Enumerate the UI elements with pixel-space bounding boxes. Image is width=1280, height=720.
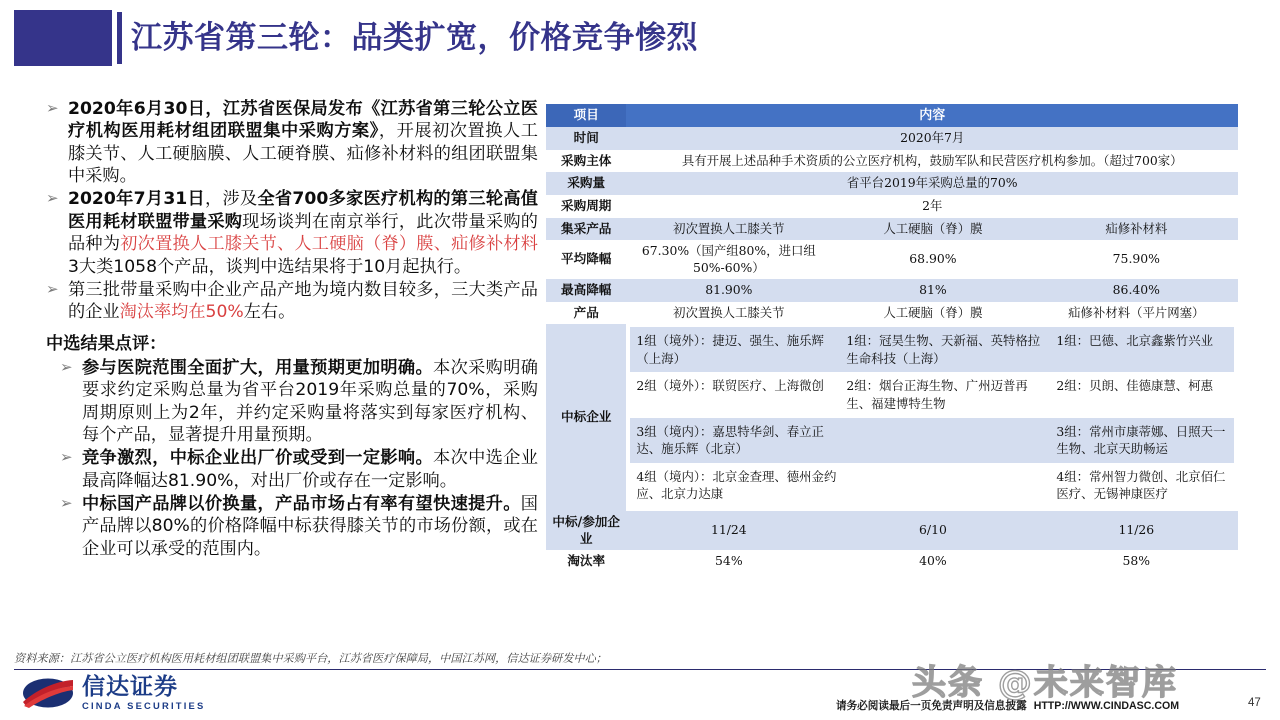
procurement-table [546,104,1238,573]
table-row-product [546,302,1238,325]
table-row-ratio [546,511,1238,550]
procurement-table-wrapper [546,104,1238,573]
row-value-products-knee: 初次置换人工膝关节 [626,218,831,241]
row-value-elim-hernia: 58% [1035,550,1238,573]
row-value-ratio-knee: 11/24 [626,511,831,550]
row-value-product-knee: 初次置换人工膝关节 [626,302,831,325]
winners-g4-hernia: 4组：常州智力微创、北京佰仁医疗、无锡神康医疗 [1050,463,1234,508]
row-value-elim-knee: 54% [626,550,831,573]
winners-subtable-cell [626,324,1238,511]
bullet-text-3: 第三批带量采购中企业产品产地为境内数目较多，三大类产品的企业淘汰率均在50%左右。 [68,279,538,323]
review-item [46,493,538,560]
row-label-product: 产品 [546,302,626,325]
header-content: 内容 [626,104,1238,127]
row-label-max: 最高降幅 [546,279,626,302]
winners-g1-hernia: 1组：巴德、北京鑫紫竹兴业 [1050,327,1234,372]
cinda-logo-icon [22,677,74,709]
cinda-logo-cn: 信达证券 [82,674,178,700]
watermark: 头条 @未来智库 [912,663,1178,703]
row-value-avg-knee: 67.30%（国产组80%，进口组50%-60%） [626,240,831,279]
row-label-time: 时间 [546,127,626,150]
review-text-2: 竞争激烈，中标企业出厂价或受到一定影响。本次中选企业最高降幅达81.90%，对出厂价或存在一定影响。 [82,448,538,491]
page-number: 47 [1248,697,1261,709]
bullet-item [46,279,538,324]
left-text-column [46,98,538,561]
row-value-max-hernia: 86.40% [1035,279,1238,302]
row-value-max-dura: 81% [831,279,1034,302]
winners-g2-knee: 2组（境外）：联贸医疗、上海微创 [630,372,840,417]
winners-g1-knee: 1组（境外）：捷迈、强生、施乐辉（上海） [630,327,840,372]
header-item: 项目 [546,104,626,127]
cinda-logo-text [82,676,205,710]
table-row-volume [546,172,1238,195]
bullet-text-1: 2020年6月30日，江苏省医保局发布《江苏省第三轮公立医疗机构医用耗材组团联盟集中采购方案》，开展初次置换人工膝关节、人工硬脑膜、人工硬脊膜、疝修补材料的组团联盟集中采购。 [68,99,538,187]
table-row-elimination [546,550,1238,573]
row-label-ratio: 中标/参加企业 [546,511,626,550]
row-value-avg-hernia: 75.90% [1035,240,1238,279]
row-value-time: 2020年7月 [626,127,1238,150]
bullet-arrow-icon: ➢ [60,448,73,467]
winners-group-row [630,327,1234,372]
review-item [46,447,538,492]
review-text-3: 中标国产品牌以价换量，产品市场占有率有望快速提升。国产品牌以80%的价格降幅中标获得膝关节的市场份额，或在企业可以承受的范围内。 [82,494,538,559]
cinda-logo [22,676,205,710]
row-value-volume: 省平台2019年采购总量的70% [626,172,1238,195]
title-color-block [14,10,112,66]
row-value-ratio-dura: 6/10 [831,511,1034,550]
winners-group-row [630,463,1234,508]
row-value-product-dura: 人工硬脑（脊）膜 [831,302,1034,325]
bullet-arrow-icon: ➢ [60,494,73,513]
row-value-ratio-hernia: 11/26 [1035,511,1238,550]
row-label-products: 集采产品 [546,218,626,241]
row-value-max-knee: 81.90% [626,279,831,302]
review-item [46,357,538,446]
bullet-arrow-icon: ➢ [46,279,59,298]
bullet-arrow-icon: ➢ [60,357,73,376]
row-label-winners: 中标企业 [546,324,626,511]
row-label-cycle: 采购周期 [546,195,626,218]
disclaimer-line [836,698,1179,713]
row-value-products-dura: 人工硬脑（脊）膜 [831,218,1034,241]
table-row-winners [546,324,1238,511]
winners-g4-knee: 4组（境内）：北京金查理、德州金约应、北京力达康 [630,463,840,508]
row-label-elimination: 淘汰率 [546,550,626,573]
title-vertical-rule [117,12,122,64]
source-note: 资料来源：江苏省公立医疗机构医用耗材组团联盟集中采购平台，江苏省医疗保障局，中国江苏网，信达证券研发中心； [14,650,1266,670]
row-label-subject: 采购主体 [546,150,626,173]
bullet-item [46,98,538,187]
review-text-1: 参与医院范围全面扩大，用量预期更加明确。本次采购明确要求约定采购总量为省平台2019年采购总量的70%，采购周期原则上为2年，并约定采购量将落实到每家医疗机构、每个产品，显著提升用量预期。 [82,357,538,446]
table-row-products [546,218,1238,241]
winners-g3-knee: 3组（境内）：嘉思特华剑、春立正达、施乐辉（北京） [630,418,840,463]
row-label-avg: 平均降幅 [546,240,626,279]
page-title: 江苏省第三轮：品类扩宽，价格竞争惨烈 [131,19,698,56]
row-value-product-hernia: 疝修补材料（平片网塞） [1035,302,1238,325]
cinda-logo-en: CINDA SECURITIES [82,700,206,711]
winners-g2-hernia: 2组：贝朗、佳德康慧、柯惠 [1050,372,1234,417]
row-label-volume: 采购量 [546,172,626,195]
row-value-elim-dura: 40% [831,550,1034,573]
table-header-row [546,104,1238,127]
winners-g1-dura: 1组：冠昊生物、天新福、英特格拉生命科技（上海） [840,327,1050,372]
row-value-subject: 具有开展上述品种手术资质的公立医疗机构，鼓励军队和民营医疗机构参加。（超过700家） [626,150,1238,173]
winners-subtable [630,327,1234,508]
table-row-subject [546,150,1238,173]
table-row-cycle [546,195,1238,218]
row-value-avg-dura: 68.90% [831,240,1034,279]
winners-g2-dura: 2组：烟台正海生物、广州迈普再生、福建博特生物 [840,372,1050,417]
row-value-cycle: 2年 [626,195,1238,218]
review-heading: 中选结果点评： [46,333,167,354]
winners-g4-dura [840,463,1050,508]
bullet-arrow-icon: ➢ [46,189,59,208]
disclaimer-url: HTTP://WWW.CINDASC.COM [1033,700,1180,712]
winners-g3-hernia: 3组：常州市康蒂娜、日照天一生物、北京天助畅运 [1050,418,1234,463]
winners-group-row [630,418,1234,463]
bullet-item [46,188,538,277]
winners-g3-dura [840,418,1050,463]
table-row-time [546,127,1238,150]
row-value-products-hernia: 疝修补材料 [1035,218,1238,241]
disclaimer-text: 请务必阅读最后一页免责声明及信息披露 [836,700,1027,712]
logo-swoosh-icon [22,677,74,709]
table-row-avg-decline [546,240,1238,279]
table-row-max-decline [546,279,1238,302]
bullet-text-2: 2020年7月31日，涉及全省700多家医疗机构的第三轮高值医用耗材联盟带量采购现场谈判在南京举行，此次带量采购的品种为初次置换人工膝关节、人工硬脑（脊）膜、疝修补材料3大类1058个产品，谈判中选结果将于10月起执行。 [68,189,538,277]
slide-title-bar [14,8,1264,68]
bullet-arrow-icon: ➢ [46,99,59,117]
winners-group-row [630,372,1234,417]
